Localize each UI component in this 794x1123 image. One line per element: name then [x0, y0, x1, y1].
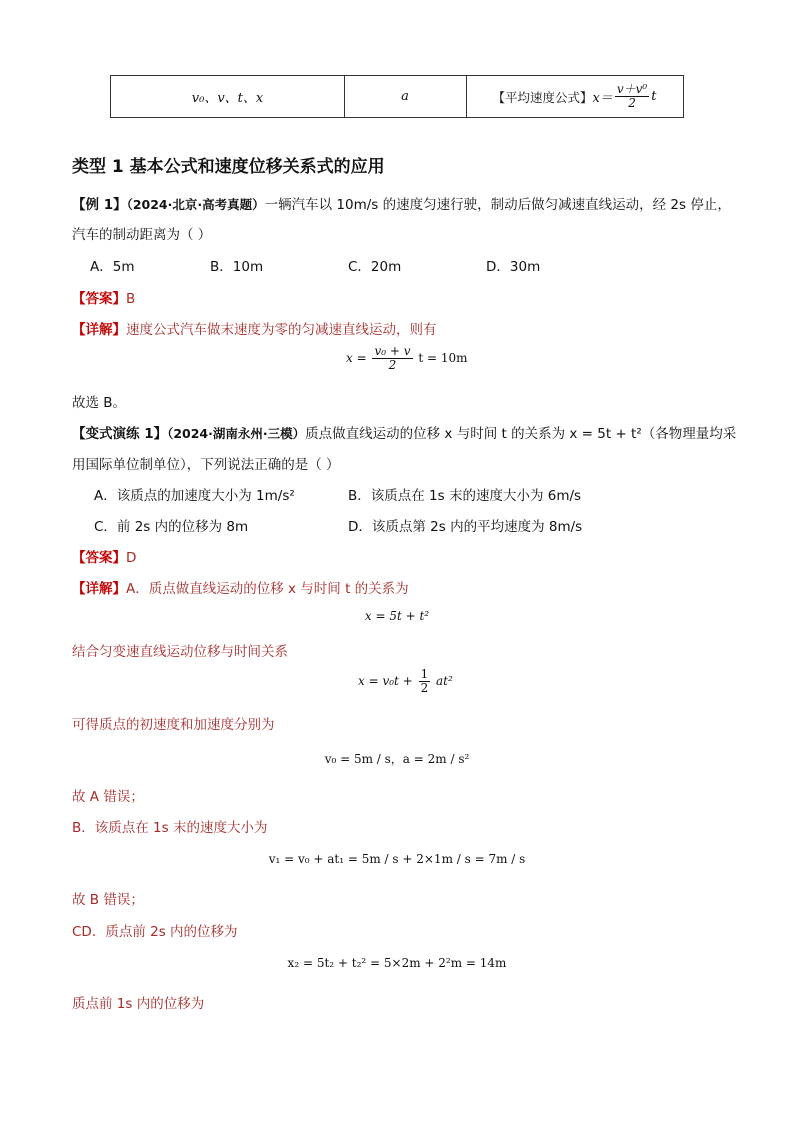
exercise1-eq2	[358, 668, 453, 695]
exercise1-eq2-rhs: at²	[436, 674, 453, 688]
example1-detail-text: 速度公式汽车做末速度为零的匀减速直线运动，则有	[126, 322, 437, 338]
exercise1-detail-tag: 【详解】	[72, 581, 126, 597]
exercise1-text3: 可得质点的初速度和加速度分别为	[72, 717, 275, 733]
exercise1-eq2-lhs: x = v₀t +	[358, 674, 413, 688]
exercise1-question-line1: 质点做直线运动的位移 x 与时间 t 的关系为 x = 5t + t²（各物理量均采	[305, 426, 737, 442]
exercise1-detail-a	[72, 577, 409, 597]
exercise1-answer-value: D	[126, 550, 137, 566]
section-heading: 类型 1 基本公式和速度位移关系式的应用	[72, 157, 385, 177]
formula-label: 【平均速度公式】	[492, 89, 593, 105]
exercise1-text5: B．该质点在 1s 末的速度大小为	[72, 820, 268, 836]
example1-detail-tag: 【详解】	[72, 322, 126, 338]
exercise1-text6: 故 B 错误；	[72, 892, 144, 908]
exercise1-eq5-text: x₂ = 5t₂ + t₂² = 5×2m + 2²m = 14m	[287, 956, 507, 970]
exercise1-detail-a-text: A．质点做直线运动的位移 x 与时间 t 的关系为	[126, 581, 409, 597]
example1-eq-lhs: x =	[346, 351, 367, 365]
exercise1-text2: 结合匀变速直线运动位移与时间关系	[72, 644, 288, 660]
exercise1-line1	[72, 422, 736, 442]
exercise1-option-c: C．前 2s 内的位移为 8m	[94, 519, 249, 535]
formula-lhs: x＝	[592, 91, 613, 106]
exercise1-option-a: A．该质点的加速度大小为 1m/s²	[94, 488, 295, 504]
formula-tail: t	[651, 89, 657, 104]
example1-question-line2: 汽车的制动距离为（ ）	[72, 227, 212, 243]
exercise1-text4: 故 A 错误；	[72, 789, 144, 805]
example1-eq-numerator: v₀ + v	[374, 344, 411, 358]
table-cell-average-velocity-formula	[466, 76, 683, 117]
example1-question-line1: 一辆汽车以 10m/s 的速度匀速行驶，制动后做匀减速直线运动，经 2s 停止，	[264, 197, 731, 213]
example1-conclusion: 故选 B。	[72, 395, 127, 411]
example1-option-c: C．20m	[348, 259, 402, 275]
exercise1-eq2-fraction	[419, 668, 431, 695]
example1-eq-fraction	[372, 345, 412, 372]
formula-fraction	[615, 83, 649, 110]
table-cell-acceleration: a	[344, 76, 467, 117]
example1-line1	[72, 193, 731, 213]
exercise1-tag: 【变式演练 1】	[72, 426, 168, 442]
exercise1-eq2-denominator: 2	[420, 681, 429, 695]
formula-denominator: 2	[628, 96, 636, 110]
example1-source: （2024·北京·高考真题）	[126, 197, 265, 212]
exercise1-option-b: B．该质点在 1s 末的速度大小为 6m/s	[348, 488, 582, 504]
example1-answer	[72, 287, 135, 307]
example1-tag: 【例 1】	[72, 197, 127, 213]
formula-numerator: v＋v⁰	[616, 82, 648, 96]
exercise1-answer-tag: 【答案】	[72, 550, 126, 566]
exercise1-text8: 质点前 1s 内的位移为	[72, 996, 205, 1012]
example1-option-d: D．30m	[486, 259, 541, 275]
exercise1-eq2-numerator: 1	[420, 667, 429, 681]
formula-table	[110, 75, 684, 118]
exercise1-source: （2024·湖南永州·三模）	[167, 426, 306, 441]
exercise1-text7: CD．质点前 2s 内的位移为	[72, 924, 238, 940]
example1-equation	[346, 345, 468, 372]
exercise1-question-line2: 用国际单位制单位），下列说法正确的是（ ）	[72, 457, 340, 473]
exercise1-option-d: D．该质点第 2s 内的平均速度为 8m/s	[348, 519, 583, 535]
exercise1-eq1-text: x = 5t + t²	[364, 609, 430, 623]
example1-option-a: A．5m	[90, 259, 135, 275]
example1-answer-value: B	[126, 291, 136, 307]
example1-detail	[72, 318, 437, 338]
example1-eq-rhs: t = 10m	[418, 351, 468, 365]
exercise1-answer	[72, 546, 136, 566]
example1-answer-tag: 【答案】	[72, 291, 126, 307]
exercise1-eq3-text: v₀ = 5m / s，a = 2m / s²	[324, 752, 470, 766]
table-cell-variables: v₀、v、t、x	[111, 76, 345, 117]
exercise1-eq4-text: v₁ = v₀ + at₁ = 5m / s + 2×1m / s = 7m / s	[268, 852, 526, 866]
example1-option-b: B．10m	[210, 259, 264, 275]
example1-eq-denominator: 2	[388, 358, 397, 372]
